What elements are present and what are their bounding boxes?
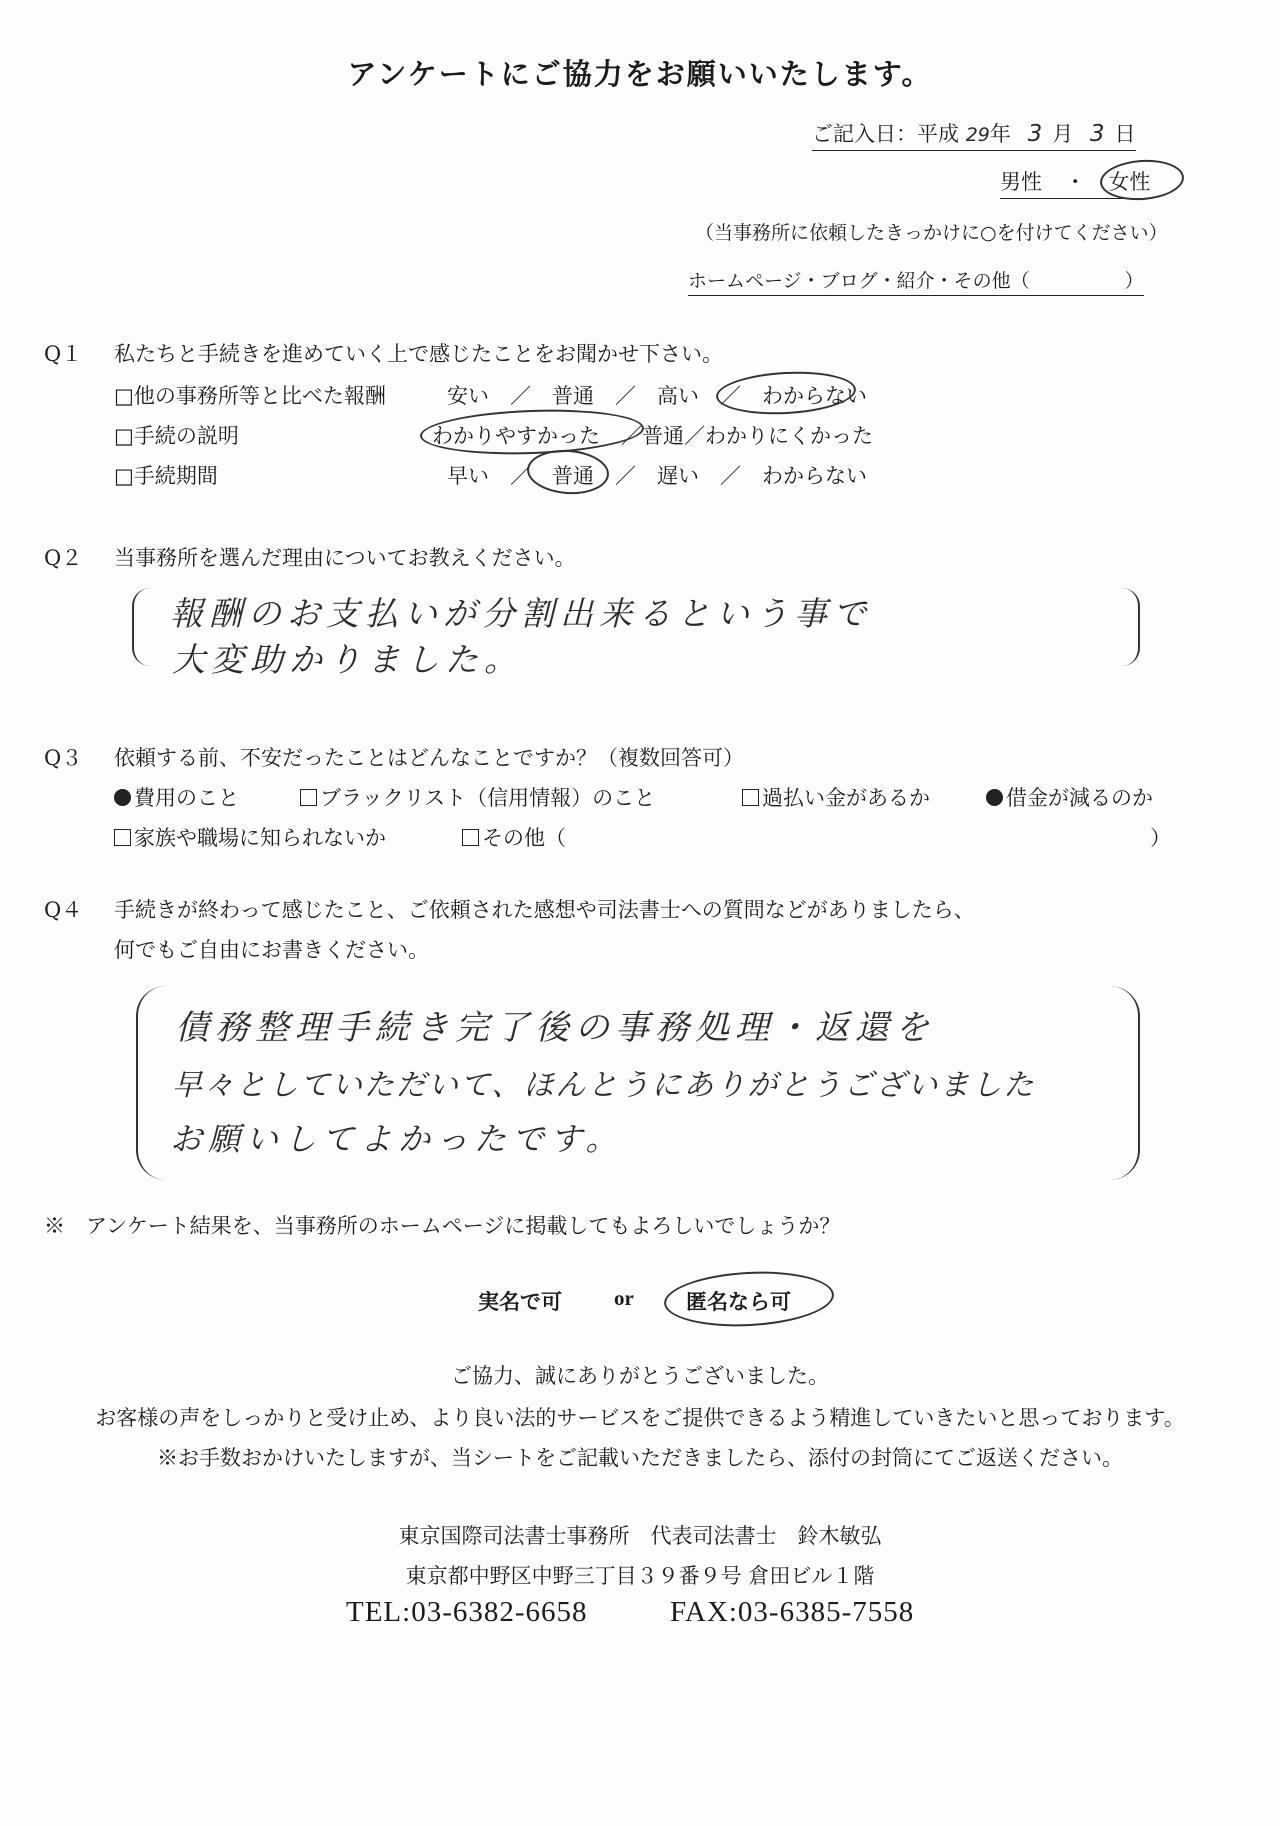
q3-other-checkbox[interactable]: [462, 829, 479, 846]
gender-female: 女性: [1108, 170, 1151, 194]
q3-overpayment-label: 過払い金があるか: [762, 786, 930, 810]
q1-fee-answer-circle: [715, 368, 857, 417]
q3-option-cost[interactable]: [114, 782, 239, 812]
q1-explanation-answer-circle: [419, 406, 644, 458]
q3-debt-reduction-checkbox[interactable]: [986, 789, 1003, 806]
q3-other-close: ）: [1150, 826, 1171, 850]
q1-row-explanation-options: わかりやすかった ／普通／わかりにくかった: [432, 424, 873, 448]
q4-question-line2: 何でもご自由にお書きください。: [114, 938, 429, 962]
gender-male: 男性: [1000, 170, 1042, 194]
date-month-unit: 月: [1052, 122, 1074, 146]
q3-family-label: 家族や職場に知られないか: [134, 826, 386, 850]
q3-overpayment-checkbox[interactable]: [742, 789, 759, 806]
date-year: 29: [965, 124, 990, 146]
q3-option-debt-reduction[interactable]: [986, 782, 1153, 812]
q2-question: 当事務所を選んだ理由についてお教えください。: [114, 546, 576, 570]
publish-anonymous-circle: [663, 1268, 836, 1331]
q3-blacklist-label: ブラックリスト（信用情報）のこと: [320, 786, 656, 810]
q1-row-fee-item: □他の事務所等と比べた報酬: [114, 384, 386, 408]
q3-blacklist-checkbox[interactable]: [300, 789, 317, 806]
office-tel: TEL:03-6382-6658: [346, 1596, 588, 1628]
footer-thanks: ご協力、誠にありがとうございました。: [451, 1364, 829, 1388]
publish-anonymous[interactable]: 匿名なら可: [686, 1289, 791, 1314]
publish-or: or: [614, 1286, 634, 1310]
q2-answer-line2: 大変助かりました。: [172, 640, 523, 679]
q4-answer-line2: 早々としていただいて、ほんとうにありがとうございました: [172, 1068, 1036, 1103]
q4-question-line1: 手続きが終わって感じたこと、ご依頼された感想や司法書士への質問などがありましたら、: [114, 898, 975, 922]
office-fax: FAX:03-6385-7558: [670, 1596, 915, 1628]
q4-answer-line1: 債務整理手続き完了後の事務処理・返還を: [175, 1008, 935, 1048]
q3-cost-checkbox[interactable]: [114, 789, 131, 806]
q3-option-family[interactable]: [114, 822, 386, 852]
q1-label: Q１: [44, 342, 83, 366]
footer-message: お客様の声をしっかりと受け止め、より良い法的サービスをご提供できるよう精進していきたいと思っております。: [95, 1406, 1185, 1430]
q4-label: Q４: [44, 898, 83, 922]
date-year-unit: 年: [989, 122, 1011, 146]
q2-answer-line1: 報酬のお支払いが分割出来るという事で: [170, 594, 872, 633]
q3-option-overpayment[interactable]: [742, 782, 930, 812]
office-name: 東京国際司法書士事務所 代表司法書士 鈴木敏弘: [398, 1524, 882, 1548]
publish-real-name[interactable]: 実名で可: [478, 1289, 562, 1314]
entry-date: [812, 118, 1136, 151]
q1-row-period-options: 早い ／ 普通 ／ 遅い ／ わからない: [447, 464, 867, 488]
date-day-unit: 日: [1114, 122, 1136, 146]
trigger-options: ホームページ・ブログ・紹介・その他（ ）: [688, 266, 1144, 296]
gender-separator: ・: [1064, 170, 1086, 194]
q3-debt-reduction-label: 借金が減るのか: [1006, 786, 1153, 810]
q3-family-checkbox[interactable]: [114, 829, 131, 846]
q3-question: 依頼する前、不安だったことはどんなことですか？（複数回答可）: [114, 746, 744, 770]
q3-option-blacklist[interactable]: [300, 782, 655, 812]
page-title: アンケートにご協力をお願いいたします。: [347, 57, 933, 91]
q3-cost-label: 費用のこと: [134, 786, 239, 810]
q1-row-period-item: □手続期間: [114, 464, 218, 488]
q4-answer-line3: お願いしてよかったです。: [170, 1120, 624, 1158]
q3-other-label: その他（: [482, 826, 566, 850]
date-label: ご記入日：平成: [812, 122, 959, 146]
publish-question: ※ アンケート結果を、当事務所のホームページに掲載してもよろしいでしょうか？: [44, 1214, 841, 1238]
q2-label: Q２: [44, 546, 83, 570]
q1-question: 私たちと手続きを進めていく上で感じたことをお聞かせ下さい。: [114, 342, 723, 366]
trigger-note: （当事務所に依頼したきっかけに○を付けてください）: [695, 222, 1168, 244]
q1-row-fee-options: 安い ／ 普通 ／ 高い ／ わからない: [447, 384, 867, 408]
office-address: 東京都中野区中野三丁目３９番９号 倉田ビル１階: [405, 1564, 875, 1588]
q3-label: Q３: [44, 746, 83, 770]
date-month: 3: [1027, 121, 1043, 147]
q1-row-explanation-item: □手続の説明: [114, 424, 239, 448]
date-day: 3: [1089, 121, 1105, 147]
q3-option-other[interactable]: [462, 822, 566, 852]
footer-return-note: ※お手数おかけいたしますが、当シートをご記載いただきましたら、添付の封筒にてご返送ください。: [157, 1446, 1123, 1470]
